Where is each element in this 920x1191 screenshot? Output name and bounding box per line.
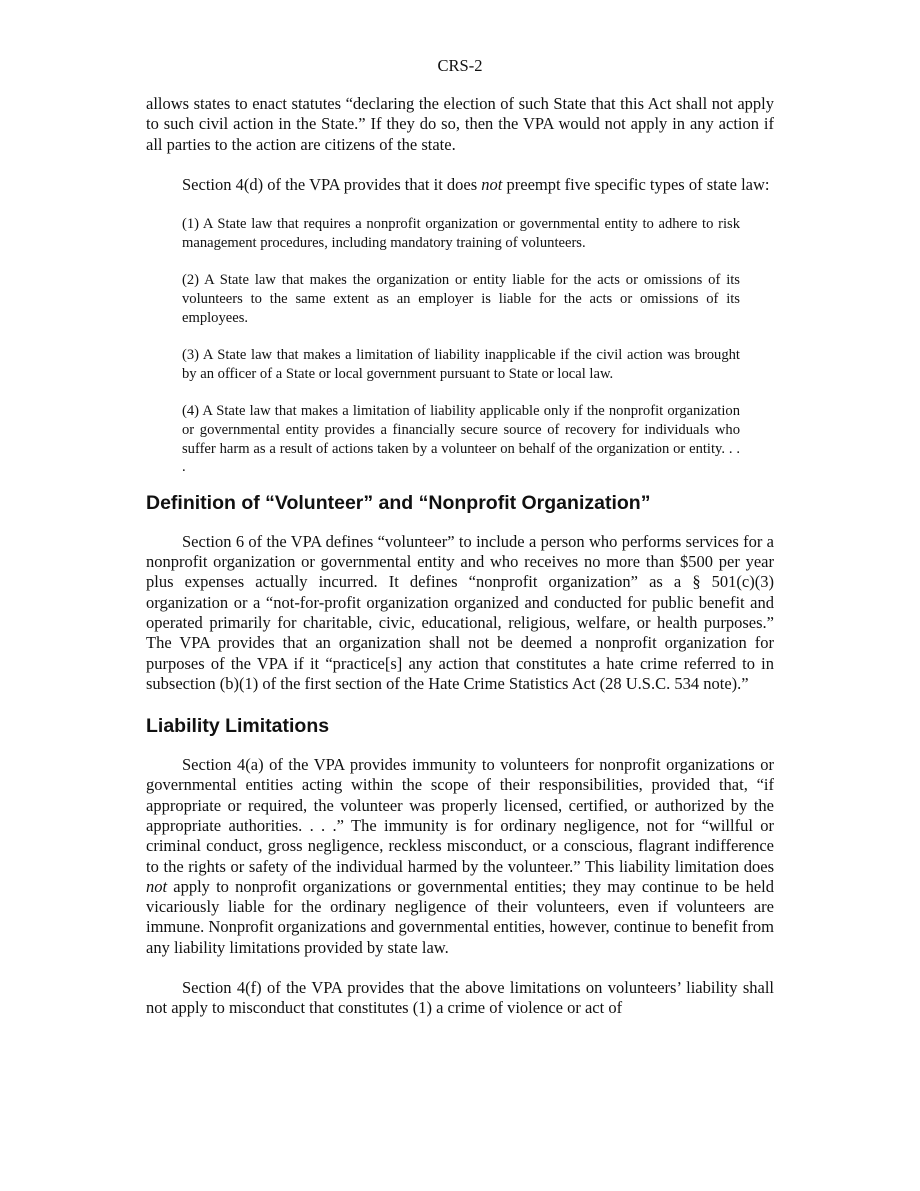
liability-section-heading: Liability Limitations [146, 715, 330, 738]
section-4d-text-after: preempt five specific types of state law: [502, 174, 770, 194]
liability-text-after: apply to nonprofit organizations or governmental entities; they may continue to be held vicariously liable for the ordinary negligence of their volunteers, even if volunteers are immune. Nonprofit organizations and governmental entities, however, continue to benefit from any liability limitations provided by state law. [146, 876, 774, 957]
liability-paragraph-2: Section 4(f) of the VPA provides that the above limitations on volunteers’ liability shall not apply to misconduct that constitutes (1) a crime of violence or act of [146, 978, 774, 1018]
quoted-state-law-list [182, 215, 740, 477]
definition-section-heading: Definition of “Volunteer” and “Nonprofit Organization” [146, 491, 651, 514]
definition-paragraph: Section 6 of the VPA defines “volunteer” to include a person who performs services for a nonprofit organization or governmental entity and who receives no more than $500 per year plus expenses actually incurred. It defines “nonprofit organization” as a § 501(c)(3) organization or a “not-for-profit organization organized and conducted for public benefit and operated primarily for charitable, civic, educational, religious, welfare, or health purposes.” The VPA provides that an organization shall not be deemed a nonprofit organization for purposes of the VPA if it “practice[s] any action that constitutes a hate crime referred to in subsection (b)(1) of the first section of the Hate Crime Statistics Act (28 U.S.C. 534 note).” [146, 531, 774, 693]
quoted-item-1: (1) A State law that requires a nonprofit organization or governmental entity to adhere to risk management procedures, including mandatory training of volunteers. [182, 216, 740, 251]
liability-text-before: Section 4(a) of the VPA provides immunity to volunteers for nonprofit organizations or governmental entities acting within the scope of their responsibilities, provided that, “if appropriate or required, the volunteer was properly licensed, certified, or authorized by the appropriate authorities. . . .” The immunity is for ordinary negligence, not for “willful or criminal conduct, gross negligence, reckless misconduct, or a conscious, flagrant indifference to the rights or safety of the individual harmed by the volunteer.” This liability limitation does [146, 755, 774, 876]
page-header: CRS-2 [437, 56, 483, 75]
quoted-item-3: (3) A State law that makes a limitation of liability inapplicable if the civil action was brought by an officer of a State or local government pursuant to State or local law. [182, 347, 740, 382]
liability-paragraph-1 [146, 755, 774, 958]
section-4d-paragraph [146, 175, 774, 195]
section-4d-text-before: Section 4(d) of the VPA provides that it does [182, 174, 482, 194]
intro-paragraph: allows states to enact statutes “declaring the election of such State that this Act shall not apply to such civil action in the State.” If they do so, then the VPA would not apply in any action if all parties to the action are citizens of the state. [146, 94, 774, 154]
document-page [146, 56, 774, 1039]
quoted-item-2: (2) A State law that makes the organization or entity liable for the acts or omissions of its volunteers to the same extent as an employer is liable for the acts or omissions of its employees. [182, 272, 740, 326]
liability-emphasis: not [146, 876, 168, 896]
quoted-item-4: (4) A State law that makes a limitation of liability applicable only if the nonprofit organization or governmental entity provides a financially secure source of recovery for individuals who suffer harm as a result of actions taken by a volunteer on behalf of the organization or entity. . . . [182, 403, 740, 476]
section-4d-emphasis: not [481, 174, 503, 194]
